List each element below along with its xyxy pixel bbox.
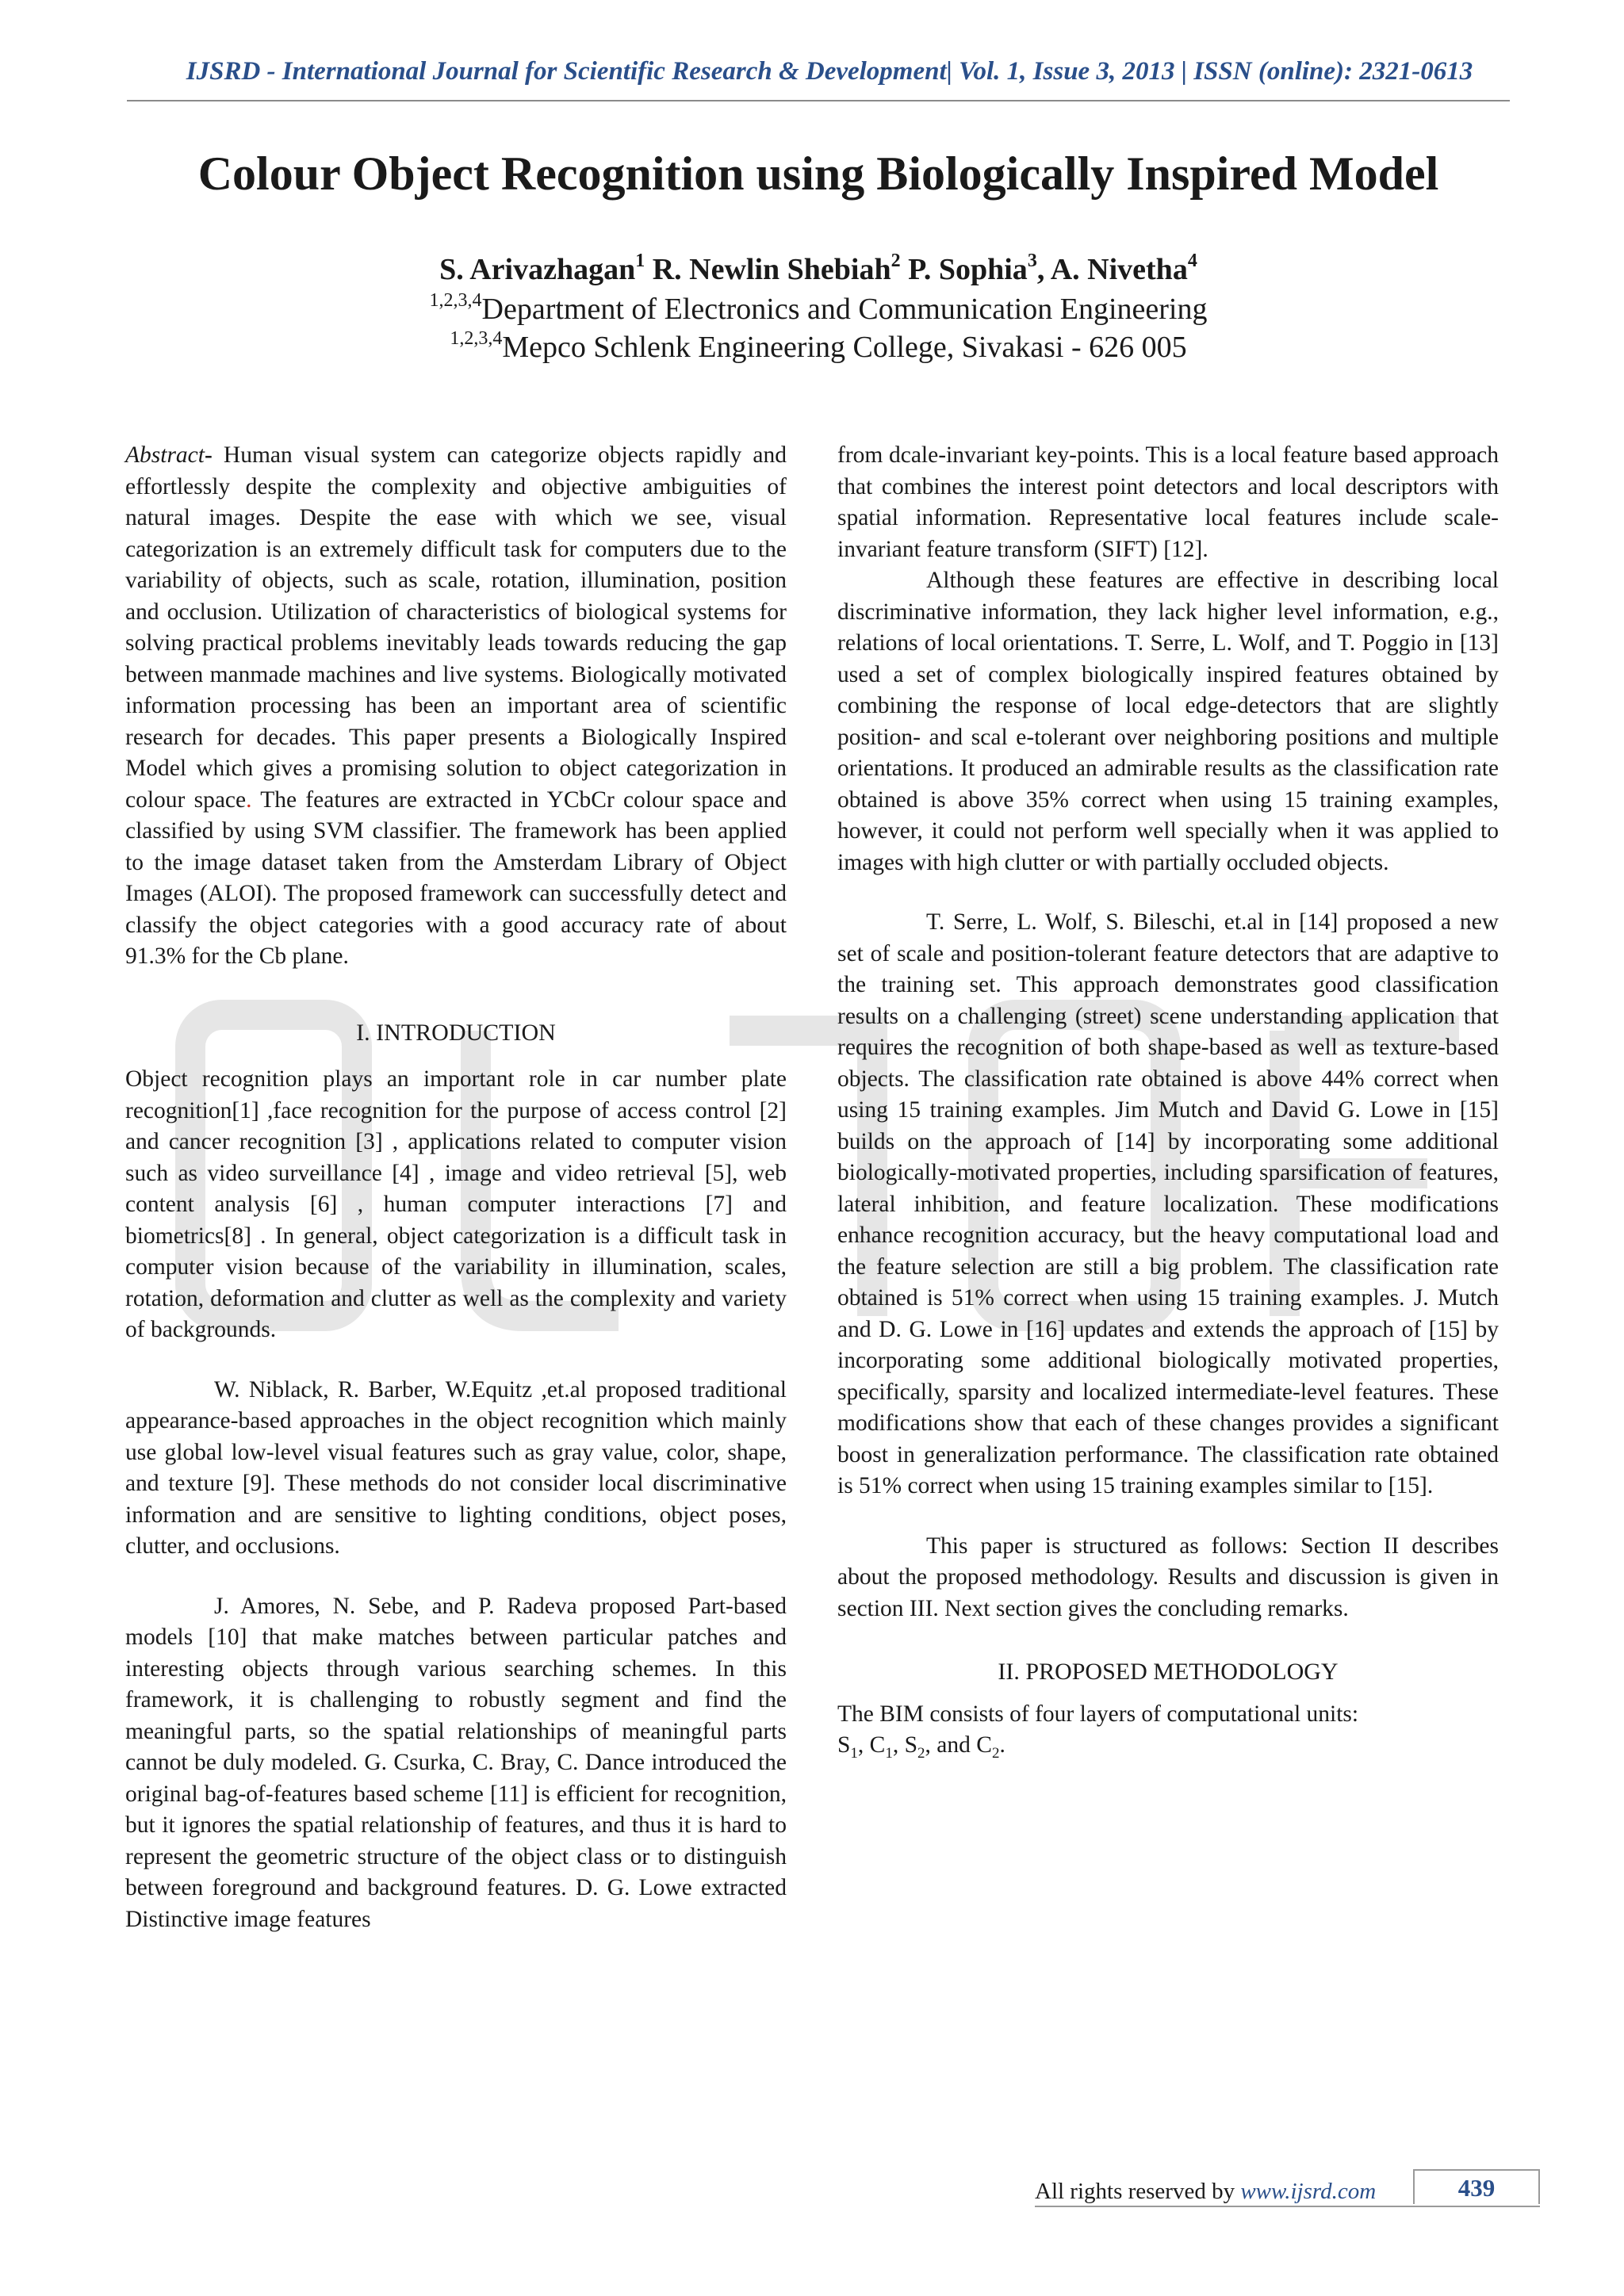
author-name: S. Arivazhagan <box>439 253 636 286</box>
author-sup: 2 <box>891 251 901 271</box>
body-paragraph: from dcale-invariant key-points. This is a local feature based approach that combines the interest point detectors and local descriptors with spatial information. Representative local features include scale-invariant feature transform (SIFT) [12]. <box>837 442 1499 562</box>
author-list <box>127 252 1510 287</box>
methodology-paragraph: The BIM consists of four layers of computational units: <box>837 1701 1359 1727</box>
abstract <box>125 440 787 973</box>
abstract-label: Abstract <box>125 442 205 468</box>
intro-paragraph: Object recognition plays an important role in car number plate recognition[1] ,face recognition for the purpose of access control [2] and cancer recognition [3] , applications related to computer vision such as video surveillance [4] , image and video retrieval [5], web content analysis [6] , human computer interactions [7] and biometrics[8] . In general, object categorization is a difficult task in computer vision because of the variability in illumination, scales, rotation, deformation and clutter as well as the complexity and variety of backgrounds. <box>125 1066 787 1342</box>
author-sep <box>645 253 653 286</box>
paper-title: Colour Object Recognition using Biologically Inspired Model <box>197 147 1439 200</box>
unit-letter: S <box>904 1732 918 1758</box>
author-sup: 3 <box>1027 251 1037 271</box>
unit-sep: , and <box>925 1732 977 1758</box>
affiliation-sup: 1,2,3,4 <box>450 328 503 349</box>
author-name: R. Newlin Shebiah <box>652 253 891 286</box>
abstract-text: Human visual system can categorize objects rapidly and effortlessly despite the complexity and objective ambiguities of natural images. Despite the ease with which we see, visual categorization is an extremely difficult task for computers due to the variability of objects, such as scale, rotation, illumination, position and occlusion. Utilization of characteristics of biological systems for solving practical problems inevitably leads towards reducing the gap between manmade machines and live systems. Biologically motivated information processing has been an important area of scientific research for decades. This paper presents a Biologically Inspired Model which gives a promising solution to object categorization in colour space <box>125 442 787 813</box>
author-name: A. Nivetha <box>1050 253 1188 286</box>
affiliation-institution <box>127 330 1510 365</box>
unit-sub: 2 <box>917 1744 925 1762</box>
affiliation-sup: 1,2,3,4 <box>429 290 482 311</box>
intro-paragraph: J. Amores, N. Sebe, and P. Radeva proposed Part-based models [10] that make matches between particular patches and interesting objects through various searching schemes. In this framework, it is challenging to robustly segment and find the meaningful parts, so the spatial relationships of meaningful parts cannot be duly modeled. G. Csurka, C. Bray, C. Dance introduced the original bag-of-features based scheme [11] is efficient for recognition, but it ignores the spatial relationship of features, and thus it is hard to represent the geometric structure of the object class or to distinguish between foreground and background features. D. G. Lowe extracted Distinctive image features <box>125 1593 787 1932</box>
header-divider <box>127 100 1510 101</box>
unit-sub: 2 <box>991 1744 1000 1762</box>
author-sep: , <box>1036 253 1051 286</box>
abstract-dash: - <box>204 442 213 468</box>
unit-sub: 1 <box>850 1744 858 1762</box>
unit-sub: 1 <box>885 1744 893 1762</box>
footer-site-link[interactable]: www.ijsrd.com <box>1240 2179 1377 2204</box>
footer-rights <box>1035 2179 1376 2205</box>
unit-sep: , <box>857 1732 870 1758</box>
unit-sep: . <box>999 1732 1005 1758</box>
body-paragraph: Although these features are effective in describing local discriminative information, they lack higher level information, e.g., relations of local orientations. T. Serre, L. Wolf, and T. Poggio in [13] used a set of complex biologically inspired features obtained by combining the response of local edge-detectors that are slightly position- and scal e-tolerant over neighboring positions and multiple orientations. It produced an admirable results as the classification rate obtained is above 35% correct when using 15 training examples, however, it could not perform well specially when it was applied to images with high clutter or with partially occluded objects. <box>837 568 1499 875</box>
section-heading-methodology: II. PROPOSED METHODOLOGY <box>998 1659 1339 1685</box>
left-column <box>125 440 787 1935</box>
abstract-red-period: . <box>246 786 252 813</box>
author-sep <box>901 253 909 286</box>
unit-sep: , <box>892 1732 905 1758</box>
computational-units-list <box>837 1730 1499 1769</box>
journal-running-header: IJSRD - International Journal for Scientific Research & Development| Vol. 1, Issue 3, 2013 | ISSN (online): 2321-0613 <box>186 57 1473 86</box>
section-heading-introduction: I. INTRODUCTION <box>356 1019 556 1046</box>
footer-divider <box>1035 2206 1540 2207</box>
author-sup: 4 <box>1187 251 1197 271</box>
department-name: Department of Electronics and Communication Engineering <box>481 293 1208 326</box>
body-paragraph: This paper is structured as follows: Section II describes about the proposed methodology. Results and discussion is given in section III. Next section gives the concluding remarks. <box>837 1533 1499 1621</box>
unit-letter: S <box>837 1732 851 1758</box>
institution-name: Mepco Schlenk Engineering College, Sivakasi - 626 005 <box>502 331 1187 364</box>
author-name: P. Sophia <box>908 253 1028 286</box>
abstract-text-continued: The features are extracted in YCbCr colour space and classified by using SVM classifier. The framework has been applied to the image dataset taken from the Amsterdam Library of Object Images (ALOI). The proposed framework can successfully detect and classify the object categories with a good accuracy rate of about 91.3% for the Cb plane. <box>125 786 787 969</box>
body-paragraph: T. Serre, L. Wolf, S. Bileschi, et.al in [14] proposed a new set of scale and position-tolerant feature detectors that are adaptive to the training set. This approach demonstrates good classification results on a challenging (street) scene understanding application that requires the recognition of both shape-based as well as texture-based objects. The classification rate obtained is above 44% correct when using 15 training examples. Jim Mutch and David G. Lowe in [15] builds on the approach of [14] by incorporating some additional biologically-motivated properties, including sparsification of features, lateral inhibition, and feature localization. These modifications enhance recognition accuracy, but the heavy computational load and the feature selection are still a big problem. The classification rate obtained is 51% correct when using 15 training examples. J. Mutch and D. G. Lowe in [16] updates and extends the approach of [15] by incorporating some additional biologically motivated properties, specifically, sparsity and localized intermediate-level features. These modifications show that each of these changes provides a significant boost in generalization performance. The classification rate obtained is 51% correct when using 15 training examples similar to [15]. <box>837 909 1499 1498</box>
affiliation-department <box>127 292 1510 327</box>
right-column <box>837 440 1499 1769</box>
author-sup: 1 <box>635 251 645 271</box>
unit-letter: C <box>869 1732 886 1758</box>
unit-letter: C <box>976 1732 992 1758</box>
page-number: 439 <box>1413 2169 1540 2204</box>
rights-text: All rights reserved by <box>1035 2179 1241 2204</box>
intro-paragraph: W. Niblack, R. Barber, W.Equitz ,et.al proposed traditional appearance-based approaches in the object recognition which mainly use global low-level visual features such as gray value, color, shape, and texture [9]. These methods do not consider local discriminative information and are sensitive to lighting conditions, object poses, clutter, and occlusions. <box>125 1376 787 1559</box>
